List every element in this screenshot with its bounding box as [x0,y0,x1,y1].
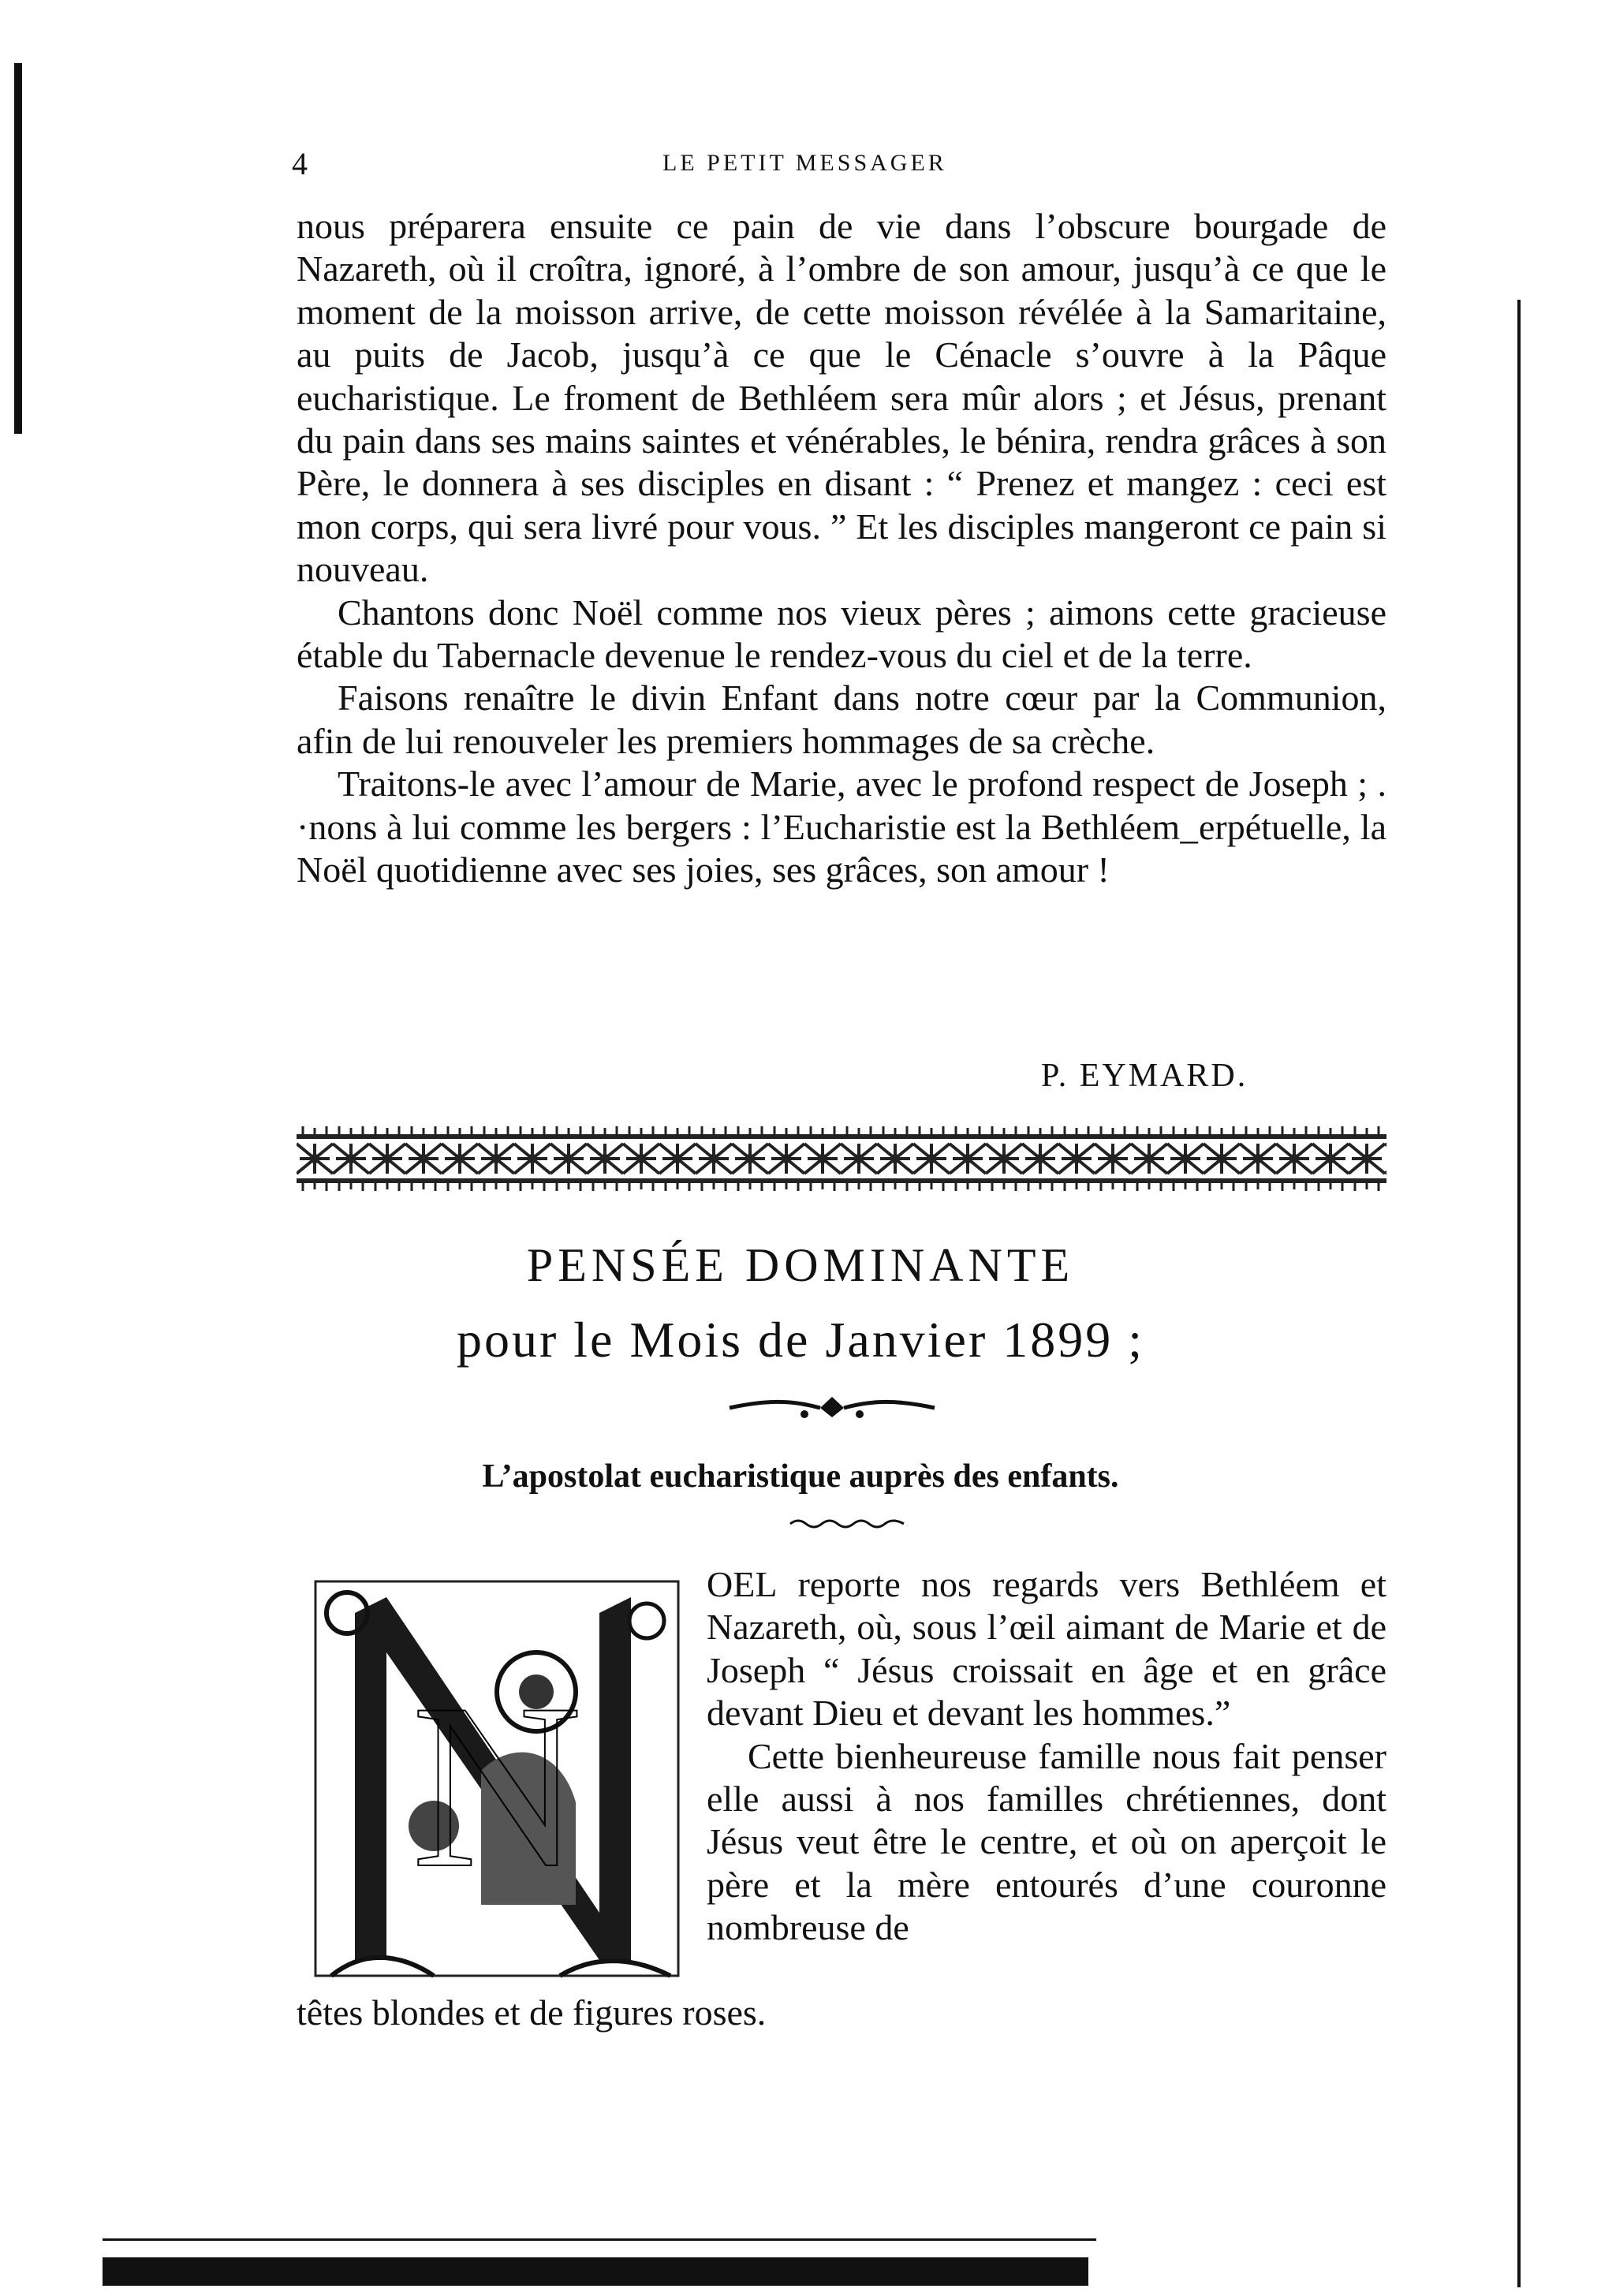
page-number: 4 [292,146,308,181]
article-body [297,205,1386,892]
section-paragraph [707,1563,1386,1735]
left-scan-edge [14,63,22,434]
section-paragraph: Cette bienheureuse famille nous fait penser elle aussi à nos familles chrétiennes, dont Jésus veut être le centre, et où on aperçoit le père et la mère entourés d’une couronne nombreuse de [707,1735,1386,1948]
right-scan-edge [1517,300,1521,2287]
author-signature: P. EYMARD. [1041,1058,1248,1094]
first-word-remainder: OEL [707,1564,778,1604]
section-intro-text [707,1563,1386,1950]
article-paragraph: Chantons donc Noël comme nos vieux pères ; aimons cette gracieuse étable du Tabernacle devenue le rendez-vous du ciel et de la terre. [297,592,1386,676]
article-paragraph: Traitons-le avec l’amour de Marie, avec le profond respect de Joseph ; . ·nons à lui comme les bergers : l’Eucharistie est la Bethléem ̲ erpétuelle, la Noël quotidienne avec ses joies, ses grâces, son amour ! [297,763,1386,890]
section-subheading: L’apostolat eucharistique auprès des enfants. [482,1458,1119,1495]
bottom-scan-rule [103,2238,1096,2241]
first-paragraph-text: reporte nos regards vers Bethléem et Nazareth, où, sous l’œil aimant de Marie et de Joseph “ Jésus croissait en âge et en grâce devant Dieu et devant les hommes.” [707,1564,1386,1734]
illuminated-initial-image [300,1566,694,1992]
flourish-ornament [726,1391,939,1422]
article-paragraph: Faisons renaître le divin Enfant dans notre cœur par la Communion, afin de lui renouveler les premiers hommages de sa crèche. [297,678,1386,761]
running-title: LE PETIT MESSAGER [662,150,947,176]
dropcap-letter: N [411,1655,583,1917]
final-line: têtes blondes et de figures roses. [297,1992,767,2033]
section-heading: PENSÉE DOMINANTE [526,1239,1075,1291]
tilde-divider [789,1516,907,1532]
section-subtitle: pour le Mois de Janvier 1899 ; [456,1312,1145,1368]
bottom-scan-edge [103,2257,1088,2286]
article-paragraph: nous préparera ensuite ce pain de vie dans l’obscure bourgade de Nazareth, où il croîtra, ignoré, à l’ombre de son amour, jusqu’à ce que le moment de la moisson arrive, de cette moisson révélée à la Samaritaine, au puits de Jacob, jusqu’à ce que le Cénacle s’ouvre à la Pâque eucharistique. Le froment de Bethléem sera mûr alors ; et Jésus, prenant du pain dans ses mains saintes et vénérables, le bénira, rendra grâces à son Père, le donnera à ses disciples en disant : “ Prenez et mangez : ceci est mon corps, qui sera livré pour vous. ” Et les disciples mangeront ce pain si nouveau. [297,206,1386,590]
ornamental-band [297,1126,1386,1191]
